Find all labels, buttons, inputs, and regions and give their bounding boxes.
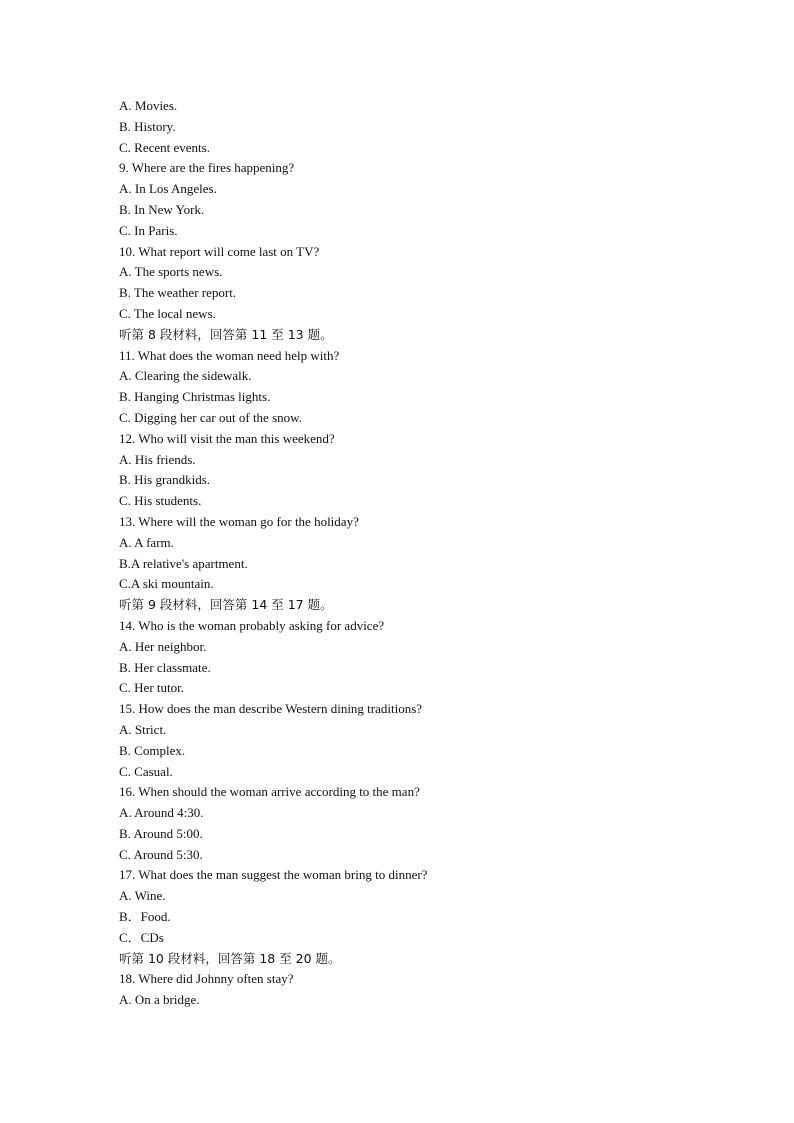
option-12c: C. His students. bbox=[119, 493, 202, 509]
question-13: 13. Where will the woman go for the holiday? bbox=[119, 513, 359, 529]
option-16a: A. Around 4:30. bbox=[119, 805, 204, 821]
option-13c: C.A ski mountain. bbox=[119, 576, 214, 592]
question-14: 14. Who is the woman probably asking for advice? bbox=[119, 617, 385, 633]
section-heading-10: 听第 10 段材料，回答第 18 至 20 题。 bbox=[119, 950, 341, 966]
option-15c: C. Casual. bbox=[119, 763, 173, 779]
option-8b: B. History. bbox=[119, 118, 176, 134]
question-16: 16. When should the woman arrive according to the man? bbox=[119, 784, 420, 800]
question-12: 12. Who will visit the man this weekend? bbox=[119, 430, 335, 446]
option-8c: C. Recent events. bbox=[119, 139, 210, 155]
option-10a: A. The sports news. bbox=[119, 264, 223, 280]
question-17: 17. What does the man suggest the woman bring to dinner? bbox=[119, 867, 428, 883]
section-heading-9: 听第 9 段材料，回答第 14 至 17 题。 bbox=[119, 597, 333, 613]
option-11b: B. Hanging Christmas lights. bbox=[119, 389, 271, 405]
question-18: 18. Where did Johnny often stay? bbox=[119, 971, 294, 987]
question-9: 9. Where are the fires happening? bbox=[119, 160, 295, 176]
option-14c: C. Her tutor. bbox=[119, 680, 184, 696]
option-12b: B. His grandkids. bbox=[119, 472, 210, 488]
option-12a: A. His friends. bbox=[119, 451, 196, 467]
option-16c: C. Around 5:30. bbox=[119, 846, 203, 862]
option-16b: B. Around 5:00. bbox=[119, 825, 203, 841]
option-17c: C．CDs bbox=[119, 929, 164, 945]
question-11: 11. What does the woman need help with? bbox=[119, 347, 340, 363]
option-10c: C. The local news. bbox=[119, 305, 216, 321]
option-13a: A. A farm. bbox=[119, 534, 174, 550]
option-8a: A. Movies. bbox=[119, 98, 178, 113]
option-14b: B. Her classmate. bbox=[119, 659, 211, 675]
option-15a: A. Strict. bbox=[119, 721, 167, 737]
option-17a: A. Wine. bbox=[119, 888, 166, 904]
option-13b: B.A relative's apartment. bbox=[119, 555, 248, 571]
option-17b: B．Food. bbox=[119, 909, 171, 925]
option-10b: B. The weather report. bbox=[119, 285, 237, 301]
option-11c: C. Digging her car out of the snow. bbox=[119, 409, 302, 425]
question-15: 15. How does the man describe Western dining traditions? bbox=[119, 701, 423, 717]
option-18a: A. On a bridge. bbox=[119, 992, 200, 1008]
option-15b: B. Complex. bbox=[119, 742, 186, 758]
option-9c: C. In Paris. bbox=[119, 222, 178, 238]
option-9a: A. In Los Angeles. bbox=[119, 181, 217, 197]
option-9b: B. In New York. bbox=[119, 201, 205, 217]
document-page bbox=[119, 96, 759, 1011]
option-11a: A. Clearing the sidewalk. bbox=[119, 368, 252, 384]
option-14a: A. Her neighbor. bbox=[119, 638, 207, 654]
section-heading-8: 听第 8 段材料，回答第 11 至 13 题。 bbox=[119, 326, 333, 342]
question-10: 10. What report will come last on TV? bbox=[119, 243, 320, 259]
